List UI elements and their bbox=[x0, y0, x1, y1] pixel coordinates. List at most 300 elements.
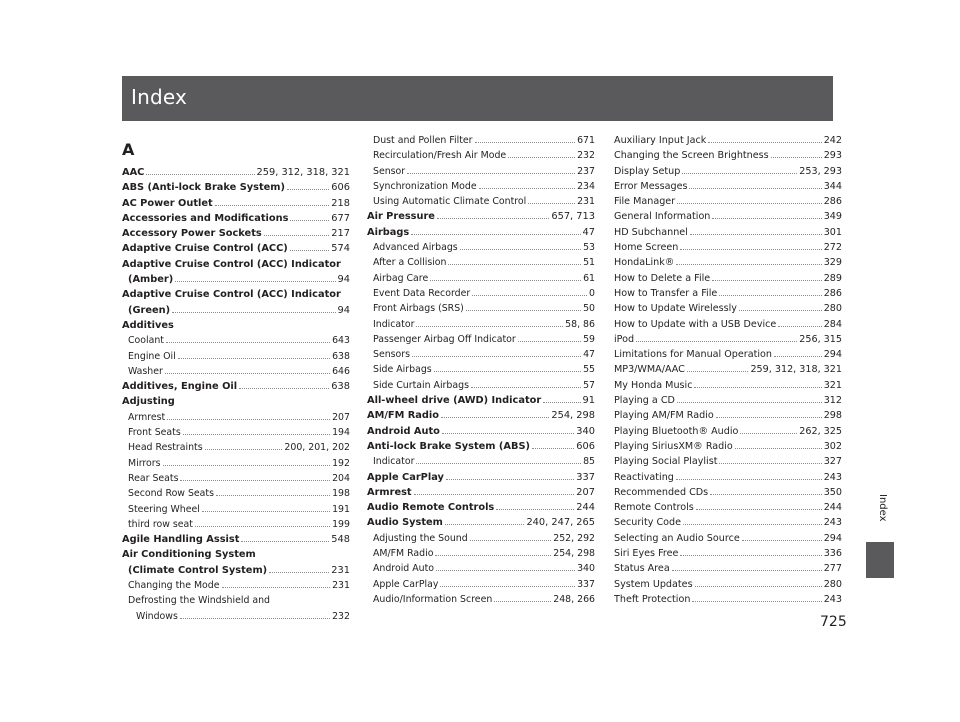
index-entry bbox=[122, 226, 350, 241]
leader-dots bbox=[448, 255, 581, 265]
entry-page-ref: 207 bbox=[332, 411, 350, 423]
entry-term: AM/FM Radio bbox=[367, 410, 440, 422]
entry-term: Recirculation/Fresh Air Mode bbox=[373, 150, 507, 162]
index-entry bbox=[614, 317, 842, 332]
leader-dots bbox=[269, 563, 329, 573]
leader-dots bbox=[165, 364, 330, 374]
index-entry bbox=[614, 577, 842, 592]
entry-list bbox=[367, 133, 595, 607]
entry-page-ref: 253, 293 bbox=[799, 165, 842, 177]
entry-page-ref: 349 bbox=[823, 211, 842, 223]
entry-term: AAC bbox=[122, 167, 145, 178]
entry-term: Agile Handling Assist bbox=[122, 534, 240, 546]
index-entry bbox=[614, 225, 842, 240]
entry-term: Apple CarPlay bbox=[367, 471, 444, 483]
entry-page-ref: 280 bbox=[823, 303, 842, 315]
entry-page-ref: 606 bbox=[576, 440, 595, 452]
leader-dots bbox=[414, 485, 575, 495]
index-entry bbox=[614, 347, 842, 362]
entry-term: ABS (Anti-lock Brake System) bbox=[122, 182, 285, 194]
index-entry bbox=[367, 454, 595, 469]
entry-term: After a Collision bbox=[373, 257, 447, 269]
index-entry bbox=[122, 349, 350, 364]
leader-dots bbox=[672, 561, 822, 571]
entry-page-ref: 191 bbox=[332, 503, 350, 515]
section-tab bbox=[866, 542, 894, 578]
entry-term: Additives, Engine Oil bbox=[122, 381, 238, 393]
entry-page-ref: 94 bbox=[337, 304, 350, 316]
leader-dots bbox=[636, 332, 797, 342]
index-entry bbox=[122, 333, 350, 348]
entry-term: Adjusting bbox=[122, 396, 175, 408]
index-entry bbox=[122, 379, 350, 394]
leader-dots bbox=[290, 241, 330, 251]
index-entry bbox=[367, 240, 595, 255]
index-entry bbox=[614, 362, 842, 377]
entry-term: Armrest bbox=[367, 486, 412, 498]
leader-dots bbox=[287, 180, 329, 190]
index-entry bbox=[614, 454, 842, 469]
index-entry bbox=[614, 408, 842, 423]
entry-term: Front Seats bbox=[128, 427, 181, 439]
entry-term: Head Restraints bbox=[128, 442, 203, 454]
entry-page-ref: 329 bbox=[823, 257, 842, 269]
leader-dots bbox=[436, 561, 575, 571]
entry-term: Security Code bbox=[614, 517, 682, 529]
entry-term: (Amber) bbox=[128, 274, 174, 286]
index-entry bbox=[367, 301, 595, 316]
entry-page-ref: 259, 312, 318, 321 bbox=[750, 364, 842, 376]
entry-page-ref: 284 bbox=[823, 318, 842, 330]
entry-page-ref: 244 bbox=[576, 502, 595, 514]
section-letter: A bbox=[122, 140, 135, 159]
leader-dots bbox=[694, 378, 821, 388]
index-entry bbox=[122, 287, 350, 302]
entry-list bbox=[122, 165, 350, 624]
leader-dots bbox=[677, 393, 822, 403]
leader-dots bbox=[264, 226, 330, 236]
leader-dots bbox=[239, 379, 329, 389]
entry-page-ref: 47 bbox=[582, 226, 595, 238]
leader-dots bbox=[518, 332, 581, 342]
entry-term: Android Auto bbox=[367, 425, 440, 437]
leader-dots bbox=[494, 592, 551, 602]
index-entry bbox=[122, 563, 350, 578]
entry-term: Rear Seats bbox=[128, 472, 179, 484]
entry-term: Front Airbags (SRS) bbox=[373, 303, 464, 315]
entry-page-ref: 242 bbox=[823, 135, 842, 146]
entry-page-ref: 200, 201, 202 bbox=[284, 442, 350, 454]
entry-page-ref: 254, 298 bbox=[553, 548, 595, 560]
index-entry bbox=[122, 578, 350, 593]
leader-dots bbox=[683, 515, 822, 525]
entry-term: Limitations for Manual Operation bbox=[614, 349, 772, 361]
entry-page-ref: 248, 266 bbox=[553, 593, 595, 605]
index-entry bbox=[367, 317, 595, 332]
entry-term: Side Airbags bbox=[373, 364, 432, 376]
index-column-1 bbox=[122, 138, 350, 624]
index-entry bbox=[614, 561, 842, 576]
entry-page-ref: 286 bbox=[823, 287, 842, 299]
entry-term: Additives bbox=[122, 319, 174, 331]
leader-dots bbox=[680, 546, 821, 556]
entry-term: All-wheel drive (AWD) Indicator bbox=[367, 395, 542, 407]
entry-term: HondaLink® bbox=[614, 257, 675, 269]
index-entry bbox=[367, 347, 595, 362]
entry-term: Accessory Power Sockets bbox=[122, 228, 262, 240]
entry-term: Accessories and Modifications bbox=[122, 212, 289, 224]
entry-page-ref: 244 bbox=[823, 502, 842, 514]
index-entry bbox=[122, 272, 350, 287]
entry-page-ref: 237 bbox=[577, 165, 595, 177]
entry-term: Using Automatic Climate Control bbox=[373, 196, 527, 208]
leader-dots bbox=[682, 164, 797, 174]
entry-page-ref: 638 bbox=[331, 381, 350, 393]
entry-page-ref: 61 bbox=[583, 272, 595, 284]
index-entry bbox=[614, 271, 842, 286]
index-entry bbox=[122, 394, 350, 409]
leader-dots bbox=[416, 317, 563, 327]
leader-dots bbox=[532, 439, 574, 449]
index-entry bbox=[122, 486, 350, 501]
leader-dots bbox=[712, 209, 821, 219]
entry-term: AM/FM Radio bbox=[373, 548, 434, 560]
leader-dots bbox=[146, 165, 254, 175]
index-entry bbox=[367, 393, 595, 408]
entry-term: General Information bbox=[614, 211, 711, 223]
entry-term: My Honda Music bbox=[614, 379, 693, 391]
leader-dots bbox=[719, 286, 821, 296]
entry-page-ref: 231 bbox=[577, 196, 595, 208]
entry-page-ref: 57 bbox=[583, 379, 595, 391]
entry-term: Audio Remote Controls bbox=[367, 502, 495, 514]
entry-page-ref: 677 bbox=[331, 212, 350, 224]
entry-term: Adaptive Cruise Control (ACC) bbox=[122, 243, 288, 255]
entry-term: Mirrors bbox=[128, 457, 161, 469]
leader-dots bbox=[435, 546, 551, 556]
index-entry bbox=[367, 531, 595, 546]
entry-page-ref: 327 bbox=[823, 456, 842, 468]
entry-term: Anti-lock Brake System (ABS) bbox=[367, 440, 530, 452]
leader-dots bbox=[167, 410, 330, 420]
index-entry bbox=[367, 500, 595, 515]
index-entry bbox=[122, 303, 350, 318]
index-entry bbox=[614, 439, 842, 454]
leader-dots bbox=[434, 362, 581, 372]
index-entry bbox=[614, 286, 842, 301]
index-entry bbox=[122, 517, 350, 532]
entry-page-ref: 243 bbox=[823, 471, 842, 483]
entry-page-ref: 194 bbox=[332, 427, 350, 439]
leader-dots bbox=[676, 470, 822, 480]
index-entry bbox=[367, 515, 595, 530]
index-entry bbox=[122, 165, 350, 180]
entry-term: Event Data Recorder bbox=[373, 287, 471, 299]
entry-page-ref: 232 bbox=[577, 150, 595, 162]
entry-page-ref: 294 bbox=[823, 349, 842, 361]
leader-dots bbox=[437, 209, 549, 219]
index-entry bbox=[122, 471, 350, 486]
entry-term: third row seat bbox=[128, 518, 193, 530]
leader-dots bbox=[180, 471, 330, 481]
entry-term: Playing Bluetooth® Audio bbox=[614, 425, 739, 437]
entry-term: Defrosting the Windshield and bbox=[128, 595, 271, 607]
index-entry bbox=[367, 362, 595, 377]
entry-page-ref: 85 bbox=[583, 456, 595, 468]
index-entry bbox=[367, 485, 595, 500]
entry-term: Air Pressure bbox=[367, 211, 435, 223]
index-entry bbox=[122, 425, 350, 440]
entry-page-ref: 199 bbox=[332, 518, 350, 530]
entry-page-ref: 643 bbox=[332, 335, 350, 347]
index-entry bbox=[614, 546, 842, 561]
index-entry bbox=[367, 164, 595, 179]
entry-page-ref: 0 bbox=[589, 287, 595, 299]
index-entry bbox=[614, 393, 842, 408]
entry-term: Status Area bbox=[614, 563, 670, 575]
entry-page-ref: 55 bbox=[583, 364, 595, 376]
index-entry bbox=[614, 378, 842, 393]
index-entry bbox=[367, 225, 595, 240]
leader-dots bbox=[205, 440, 283, 450]
entry-term: Error Messages bbox=[614, 180, 688, 192]
index-entry bbox=[367, 209, 595, 224]
entry-page-ref: 254, 298 bbox=[551, 410, 595, 422]
leader-dots bbox=[166, 333, 330, 343]
leader-dots bbox=[445, 515, 525, 525]
entry-term: Audio/Information Screen bbox=[373, 593, 493, 605]
leader-dots bbox=[442, 424, 574, 434]
entry-term: Airbag Care bbox=[373, 272, 429, 284]
entry-page-ref: 234 bbox=[577, 180, 595, 192]
entry-term: Airbags bbox=[367, 226, 410, 238]
leader-dots bbox=[692, 592, 821, 602]
entry-page-ref: 272 bbox=[823, 242, 842, 254]
entry-term: Side Curtain Airbags bbox=[373, 379, 469, 391]
leader-dots bbox=[735, 439, 822, 449]
leader-dots bbox=[472, 286, 587, 296]
index-entry bbox=[367, 332, 595, 347]
index-entry bbox=[614, 485, 842, 500]
entry-term: Sensor bbox=[373, 165, 406, 177]
page-title: Index bbox=[131, 85, 188, 109]
index-entry bbox=[614, 148, 842, 163]
leader-dots bbox=[712, 271, 821, 281]
entry-page-ref: 252, 292 bbox=[553, 532, 595, 544]
entry-term: MP3/WMA/AAC bbox=[614, 364, 685, 376]
index-entry bbox=[614, 179, 842, 194]
leader-dots bbox=[440, 577, 575, 587]
index-entry bbox=[614, 194, 842, 209]
entry-term: Selecting an Audio Source bbox=[614, 532, 740, 544]
index-entry bbox=[367, 133, 595, 148]
index-entry bbox=[614, 424, 842, 439]
leader-dots bbox=[180, 609, 330, 619]
entry-term: AC Power Outlet bbox=[122, 197, 213, 209]
entry-term: Engine Oil bbox=[128, 350, 176, 362]
index-entry bbox=[614, 515, 842, 530]
entry-page-ref: 336 bbox=[823, 548, 842, 560]
entry-page-ref: 548 bbox=[331, 534, 350, 546]
entry-term: Reactivating bbox=[614, 471, 674, 483]
entry-term: Armrest bbox=[128, 411, 166, 423]
leader-dots bbox=[687, 362, 749, 372]
leader-dots bbox=[430, 271, 581, 281]
entry-page-ref: 312 bbox=[823, 395, 842, 407]
leader-dots bbox=[680, 240, 821, 250]
leader-dots bbox=[676, 255, 821, 265]
leader-dots bbox=[175, 272, 335, 282]
index-entry bbox=[122, 410, 350, 425]
entry-term: Indicator bbox=[373, 456, 415, 468]
leader-dots bbox=[528, 194, 575, 204]
index-entry bbox=[614, 240, 842, 255]
entry-term: Auxiliary Input Jack bbox=[614, 135, 707, 146]
leader-dots bbox=[471, 378, 581, 388]
entry-term: How to Update Wirelessly bbox=[614, 303, 737, 315]
leader-dots bbox=[774, 347, 822, 357]
index-entry bbox=[122, 318, 350, 333]
entry-page-ref: 259, 312, 318, 321 bbox=[256, 167, 350, 178]
entry-term: System Updates bbox=[614, 578, 693, 590]
entry-page-ref: 198 bbox=[332, 488, 350, 500]
index-entry bbox=[367, 408, 595, 423]
index-entry bbox=[122, 180, 350, 195]
entry-term: Indicator bbox=[373, 318, 415, 330]
leader-dots bbox=[215, 196, 330, 206]
entry-page-ref: 340 bbox=[576, 425, 595, 437]
entry-term: Washer bbox=[128, 365, 163, 377]
index-entry bbox=[367, 546, 595, 561]
entry-term: Adaptive Cruise Control (ACC) Indicator bbox=[122, 258, 341, 270]
leader-dots bbox=[689, 179, 821, 189]
entry-page-ref: 232 bbox=[332, 610, 350, 622]
entry-page-ref: 243 bbox=[823, 593, 842, 605]
entry-page-ref: 638 bbox=[332, 350, 350, 362]
leader-dots bbox=[496, 500, 574, 510]
entry-page-ref: 47 bbox=[583, 349, 595, 361]
index-entry bbox=[614, 470, 842, 485]
leader-dots bbox=[708, 133, 821, 143]
leader-dots bbox=[719, 454, 821, 464]
page-number: 725 bbox=[820, 614, 847, 630]
entry-term: How to Delete a File bbox=[614, 272, 711, 284]
entry-term: Second Row Seats bbox=[128, 488, 214, 500]
entry-page-ref: 192 bbox=[332, 457, 350, 469]
index-entry bbox=[122, 456, 350, 471]
entry-page-ref: 298 bbox=[823, 410, 842, 422]
entry-page-ref: 606 bbox=[331, 182, 350, 194]
index-entry bbox=[367, 592, 595, 607]
index-entry bbox=[122, 440, 350, 455]
entry-page-ref: 231 bbox=[332, 580, 350, 592]
leader-dots bbox=[441, 408, 549, 418]
leader-dots bbox=[411, 225, 580, 235]
leader-dots bbox=[446, 470, 574, 480]
leader-dots bbox=[216, 486, 330, 496]
entry-page-ref: 321 bbox=[823, 379, 842, 391]
entry-term: Advanced Airbags bbox=[373, 242, 458, 254]
entry-term: Android Auto bbox=[373, 563, 434, 575]
entry-page-ref: 217 bbox=[331, 228, 350, 240]
index-entry bbox=[614, 500, 842, 515]
entry-page-ref: 94 bbox=[337, 274, 350, 286]
side-section-label: Index bbox=[877, 494, 888, 522]
index-entry bbox=[367, 577, 595, 592]
index-entry bbox=[367, 439, 595, 454]
index-entry bbox=[614, 301, 842, 316]
entry-term: Siri Eyes Free bbox=[614, 548, 679, 560]
leader-dots bbox=[202, 502, 330, 512]
index-entry bbox=[367, 271, 595, 286]
leader-dots bbox=[710, 485, 822, 495]
leader-dots bbox=[771, 148, 822, 158]
entry-term: Recommended CDs bbox=[614, 486, 709, 498]
index-entry bbox=[367, 255, 595, 270]
entry-page-ref: 262, 325 bbox=[799, 425, 842, 437]
index-entry bbox=[122, 502, 350, 517]
entry-term: HD Subchannel bbox=[614, 226, 688, 238]
index-column-2 bbox=[367, 133, 595, 607]
leader-dots bbox=[183, 425, 330, 435]
index-entry bbox=[367, 424, 595, 439]
index-column-3 bbox=[614, 133, 842, 607]
entry-term: Coolant bbox=[128, 335, 164, 347]
entry-page-ref: 240, 247, 265 bbox=[526, 517, 595, 529]
entry-page-ref: 277 bbox=[823, 563, 842, 575]
entry-term: Playing AM/FM Radio bbox=[614, 410, 714, 422]
index-entry bbox=[367, 561, 595, 576]
index-entry bbox=[614, 531, 842, 546]
entry-term: Synchronization Mode bbox=[373, 180, 477, 192]
entry-page-ref: 58, 86 bbox=[565, 318, 595, 330]
entry-page-ref: 350 bbox=[823, 486, 842, 498]
leader-dots bbox=[222, 578, 331, 588]
entry-page-ref: 574 bbox=[331, 243, 350, 255]
leader-dots bbox=[178, 349, 330, 359]
entry-page-ref: 256, 315 bbox=[799, 333, 842, 345]
index-entry bbox=[367, 378, 595, 393]
entry-page-ref: 657, 713 bbox=[551, 211, 595, 223]
entry-term: Air Conditioning System bbox=[122, 549, 256, 561]
index-entry bbox=[367, 286, 595, 301]
entry-term: How to Transfer a File bbox=[614, 287, 718, 299]
entry-term: (Climate Control System) bbox=[128, 564, 268, 576]
leader-dots bbox=[412, 347, 581, 357]
entry-term: How to Update with a USB Device bbox=[614, 318, 777, 330]
leader-dots bbox=[172, 303, 335, 313]
entry-term: Display Setup bbox=[614, 165, 681, 177]
index-entry bbox=[614, 209, 842, 224]
leader-dots bbox=[543, 393, 580, 403]
index-entry bbox=[367, 194, 595, 209]
entry-page-ref: 344 bbox=[823, 180, 842, 192]
entry-term: Adjusting the Sound bbox=[373, 532, 468, 544]
entry-term: Home Screen bbox=[614, 242, 679, 254]
leader-dots bbox=[742, 531, 822, 541]
entry-page-ref: 280 bbox=[823, 578, 842, 590]
entry-page-ref: 302 bbox=[823, 440, 842, 452]
entry-page-ref: 243 bbox=[823, 517, 842, 529]
leader-dots bbox=[740, 424, 797, 434]
index-entry bbox=[614, 332, 842, 347]
leader-dots bbox=[470, 531, 552, 541]
entry-page-ref: 301 bbox=[823, 226, 842, 238]
entry-page-ref: 51 bbox=[583, 257, 595, 269]
index-entry bbox=[367, 148, 595, 163]
leader-dots bbox=[466, 301, 581, 311]
entry-term: Changing the Screen Brightness bbox=[614, 150, 769, 162]
